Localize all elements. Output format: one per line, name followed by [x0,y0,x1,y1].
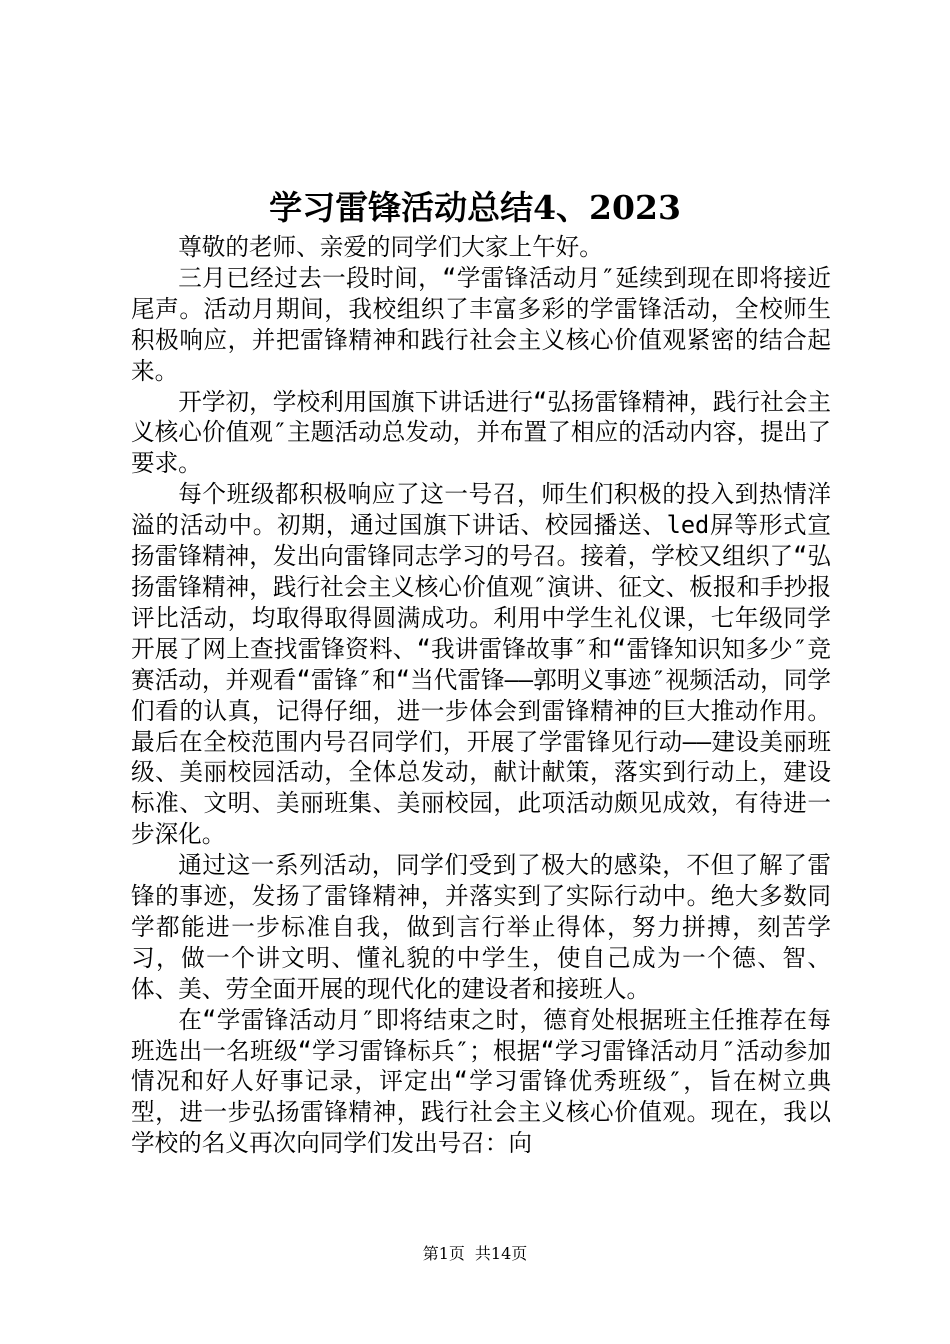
paragraph-greeting: 尊敬的老师、亲爱的同学们大家上午好。 [178,233,603,261]
page-total: 共14页 [474,1244,528,1263]
paragraph: 开学初，学校利用国旗下讲话进行“弘扬雷锋精神，践行社会主义核心价值观″主题活动总发动，并布置了相应的活动内容，提出了要求。 [131,387,831,478]
document-title: 学习雷锋活动总结4、2023 [269,188,681,227]
document-body [131,232,831,1159]
paragraph: 通过这一系列活动，同学们受到了极大的感染，不但了解了雷锋的事迹，发扬了雷锋精神，并落实到了实际行动中。绝大多数同学都能进一步标准自我，做到言行举止得体，努力拼搏，刻苦学习，做一个讲文明、懂礼貌的中学生，使自己成为一个德、智、体、美、劳全面开展的现代化的建设者和接班人。 [131,851,831,1003]
page-footer [0,1243,950,1265]
paragraph: 在“学雷锋活动月″即将结束之时，德育处根据班主任推荐在每班选出一名班级“学习雷锋标兵″；根据“学习雷锋活动月″活动参加情况和好人好事记录，评定出“学习雷锋优秀班级″，旨在树立典型，进一步弘扬雷锋精神，践行社会主义核心价值观。现在，我以学校的名义再次向同学们发出号召：向 [131,1005,831,1158]
paragraph: 每个班级都积极响应了这一号召，师生们积极的投入到热情洋溢的活动中。初期，通过国旗下讲话、校园播送、led屏等形式宣扬雷锋精神，发出向雷锋同志学习的号召。接着，学校又组织了“弘扬雷锋精神，践行社会主义核心价值观″演讲、征文、板报和手抄报评比活动，均取得取得圆满成功。利用中学生礼仪课，七年级同学开展了网上查找雷锋资料、“我讲雷锋故事″和“雷锋知识知多少″竞赛活动，并观看“雷锋″和“当代雷锋——郭明义事迹″视频活动，同学们看的认真，记得仔细，进一步体会到雷锋精神的巨大推动作用。最后在全校范围内号召同学们，开展了学雷锋见行动——建设美丽班级、美丽校园活动，全体总发动，献计献策，落实到行动上，建设标准、文明、美丽班集、美丽校园，此项活动颇见成效，有待进一步深化。 [131,480,831,849]
page-number: 第1页 [422,1244,465,1263]
paragraph: 三月已经过去一段时间，“学雷锋活动月″延续到现在即将接近尾声。活动月期间，我校组织了丰富多彩的学雷锋活动，全校师生积极响应，并把雷锋精神和践行社会主义核心价值观紧密的结合起来。 [131,263,831,385]
